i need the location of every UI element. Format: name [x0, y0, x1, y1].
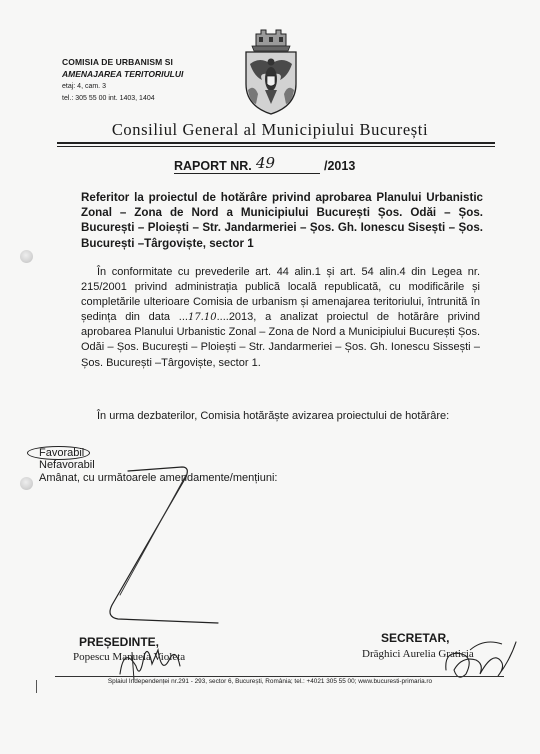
decision-statement: În urma dezbaterilor, Comisia hotărăște avizarea proiectului de hotărâre:: [97, 410, 450, 422]
office-address: etaj: 4, cam. 3: [62, 83, 106, 90]
coat-of-arms-icon: [240, 24, 302, 116]
president-title: PREȘEDINTE,: [79, 635, 160, 649]
report-subject: Referitor la proiectul de hotărâre privind aprobarea Planului Urbanistic Zonal – Zona de Nord a Municipiului București Șos. Odăi – Șos. București – Ploiești – Str. Jandarmeriei – Șos. Gh. Ionescu Sisești – Șos. București –Târgoviște, sector 1: [81, 191, 483, 250]
organization-name: COMISIA DE URBANISM SI: [62, 57, 173, 67]
option-amanat: Amânat, cu următoarele amendamente/mențiuni:: [39, 472, 278, 484]
body-paragraph: [81, 265, 480, 371]
option-favorabil: [27, 446, 90, 460]
report-label-underline: [174, 173, 254, 174]
header-rule-thick: [57, 142, 495, 144]
report-number-handwritten: 49: [256, 154, 276, 172]
organization-subname: AMENAJAREA TERITORIULUI: [62, 69, 184, 79]
punch-hole-bottom: [20, 477, 33, 490]
handwritten-z-strike: [90, 455, 230, 635]
report-year: /2013: [324, 159, 356, 173]
margin-mark: [36, 680, 37, 693]
meeting-date-handwritten: 17.10: [187, 312, 217, 324]
footer-address: Splaiul Independenței nr.291 - 293, sector 6, București, România; tel.: +4021 305 55 00; www.bucuresti-primaria.ro: [107, 678, 433, 685]
body-text-part1: În conformitate cu prevederile art. 44 alin.1 și art. 54 alin.4 din Legea nr. 215/2001 privind administrația publică locală republicată, cu modificările și completările ulterioare Comisia de urbanism și amenajarea teritoriului, întrunită în ședința din data ...: [81, 266, 480, 324]
secretary-name: Drăghici Aurelia Graticia: [362, 648, 474, 660]
report-label: RAPORT NR.: [174, 159, 252, 173]
option-nefavorabil: Nefavorabil: [39, 459, 95, 471]
secretary-title: SECRETAR,: [381, 631, 450, 645]
body-text-part2: ....2013, a analizat proiectul de hotărâre privind aprobarea Planului Urbanistic Zonal – Zona de Nord a Municipiului București Șos. Odăi – Șos. București – Ploiești – Str. Jandarmeriei – Șos. Gh. Ionescu Sissești – Șos. București –Târgoviște, sector 1.: [81, 311, 480, 369]
office-phone: tel.: 305 55 00 int. 1403, 1404: [62, 95, 155, 102]
option-favorabil-circled: Favorabil: [27, 446, 90, 460]
header-rule-thin: [57, 146, 495, 147]
punch-hole-top: [20, 250, 33, 263]
council-title: Consiliul General al Municipiului București: [111, 120, 429, 139]
report-number-line: [254, 173, 320, 174]
president-name: Popescu Manuela Violeta: [73, 651, 186, 663]
footer-rule: [55, 676, 504, 677]
